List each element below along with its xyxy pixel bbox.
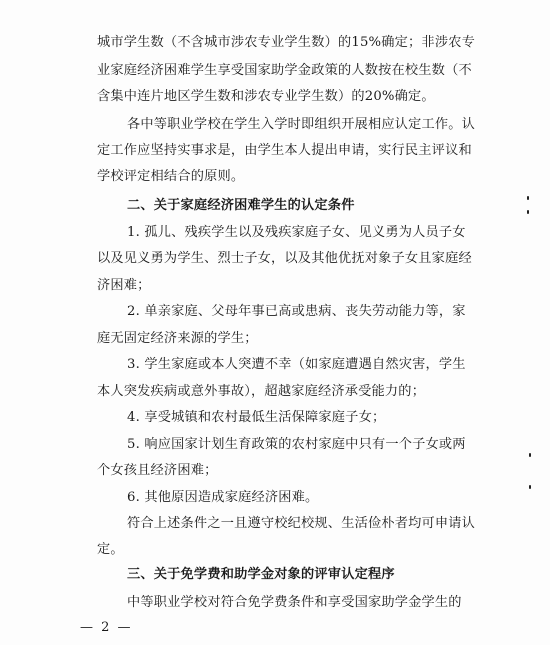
- body-text-line: 个女孩且经济困难；: [97, 463, 218, 478]
- body-text-line: 庭无固定经济来源的学生；: [97, 331, 258, 346]
- scan-speck: [529, 453, 531, 457]
- body-text-line: 4. 享受城镇和农村最低生活保障家庭子女；: [127, 410, 386, 425]
- body-text-line: 2. 单亲家庭、父母年事已高或患病、丧失劳动能力等，家: [127, 304, 466, 319]
- body-text-line: 以及见义勇为学生、烈士子女，以及其他优抚对象子女且家庭经: [97, 251, 472, 266]
- body-text-line: 本人突发疾病或意外事故），超越家庭经济承受能力的；: [97, 384, 426, 399]
- body-text-line: 6. 其他原因造成家庭经济困难。: [127, 490, 319, 505]
- body-text-line: 定。: [97, 542, 124, 557]
- body-text-line: 中等职业学校对符合免学费条件和享受国家助学金学生的: [127, 595, 462, 610]
- body-text-line: 3. 学生家庭或本人突遭不幸（如家庭遭遇自然灾害，学生: [127, 357, 466, 372]
- scan-speck: [527, 210, 529, 214]
- body-text-line: 学校评定相结合的原则。: [97, 169, 245, 184]
- body-text-line: 各中等职业学校在学生入学时即组织开展相应认定工作。认: [127, 117, 476, 132]
- scan-speck: [527, 196, 529, 200]
- page-number: — 2 —: [80, 620, 133, 635]
- section-heading: 三、关于免学费和助学金对象的评审认定程序: [127, 567, 395, 582]
- scan-speck: [529, 485, 531, 489]
- body-text-line: 含集中连片地区学生数和涉农专业学生数）的20%确定。: [97, 89, 435, 104]
- section-heading: 二、关于家庭经济困难学生的认定条件: [127, 198, 355, 213]
- body-text-line: 业家庭经济困难学生享受国家助学金政策的人数按在校生数（不: [97, 63, 472, 78]
- body-text-line: 5. 响应国家计划生育政策的农村家庭中只有一个子女或两: [127, 437, 466, 452]
- body-text-line: 1. 孤儿、残疾学生以及残疾家庭子女、见义勇为人员子女: [127, 225, 466, 240]
- body-text-line: 济困难；: [97, 278, 151, 293]
- body-text-line: 城市学生数（不含城市涉农专业学生数）的15%确定；非涉农专: [97, 35, 475, 50]
- body-text-line: 符合上述条件之一且遵守校纪校规、生活俭朴者均可申请认: [127, 516, 476, 531]
- body-text-line: 定工作应坚持实事求是，由学生本人提出申请，实行民主评议和: [97, 143, 472, 158]
